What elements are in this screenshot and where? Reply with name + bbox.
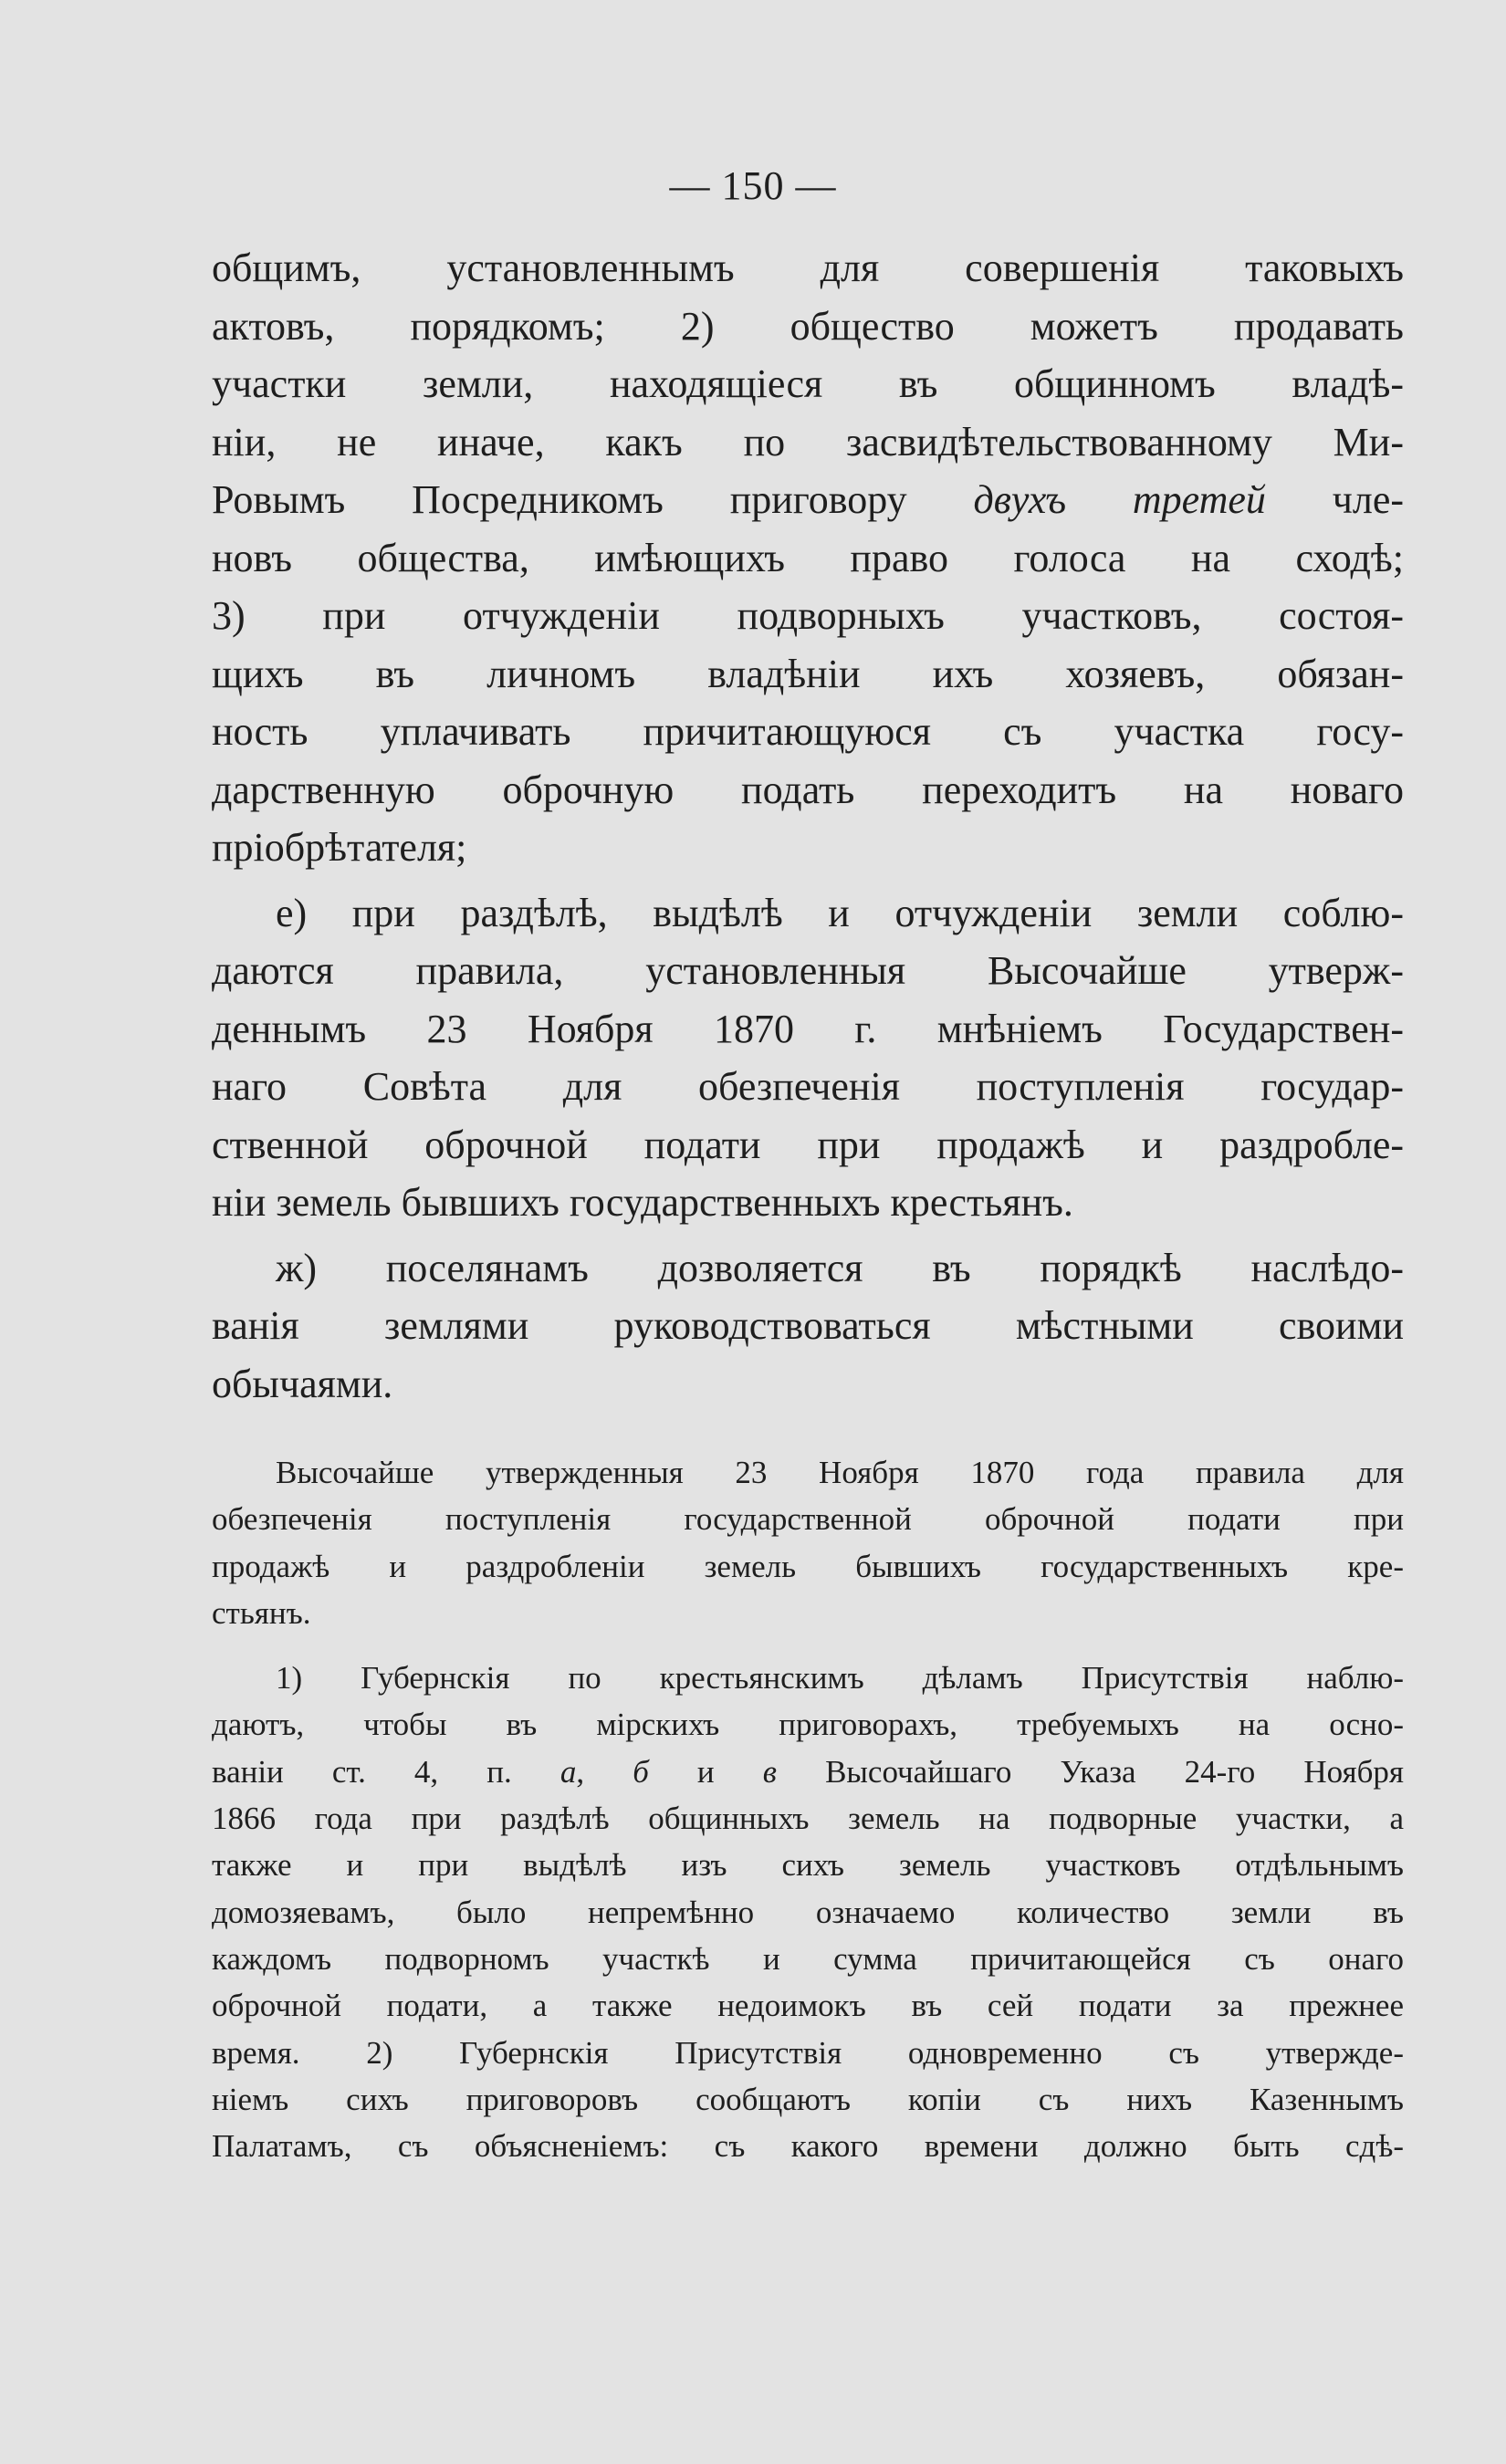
text-line: каждомъ подворномъ участкѣ и сумма причитающейся съ онаго (212, 1940, 1404, 1977)
text-line: ніи земель бывшихъ государственныхъ крестьянъ. (212, 1180, 1073, 1225)
text-line: обезпеченія поступленія государственной оброчной подати при (212, 1501, 1404, 1538)
text-line: продажѣ и раздробленіи земель бывшихъ государственныхъ кре- (212, 1548, 1404, 1584)
paragraph-continuation (212, 239, 1404, 877)
text-line: 1) Губернскія по крестьянскимъ дѣламъ Присутствія наблю- (276, 1660, 1404, 1697)
text-line: Палатамъ, съ объясненіемъ: съ какого времени должно быть сдѣ- (212, 2128, 1404, 2165)
text-line-with-italic: ваніи ст. 4, п. а, б и в Высочайшаго Указа 24-го Ноября (212, 1753, 1405, 1790)
text-line: домозяевамъ, было непремѣнно означаемо количество земли въ (212, 1894, 1404, 1930)
text-line: дарственную оброчную подать переходитъ на новаго (212, 767, 1404, 812)
text-line-with-italic: Ровымъ Посредникомъ приговору двухъ третей чле- (212, 477, 1404, 522)
text-line: ственной оброчной подати при продажѣ и раздробле- (212, 1122, 1404, 1167)
text-line: актовъ, порядкомъ; 2) общество можетъ продавать (212, 303, 1404, 349)
text-line: ніемъ сихъ приговоровъ сообщаютъ копіи съ нихъ Казеннымъ (212, 2081, 1404, 2117)
text-line: ж) поселянамъ дозволяется въ порядкѣ наслѣдо- (276, 1245, 1404, 1290)
text-line: даются правила, установленныя Высочайше утверж- (212, 948, 1404, 993)
text-line: время. 2) Губернскія Присутствія одновременно съ утвержде- (212, 2034, 1404, 2071)
text-line: щихъ въ личномъ владѣніи ихъ хозяевъ, обязан- (212, 651, 1404, 696)
text-line: деннымъ 23 Ноября 1870 г. мнѣніемъ Государствен- (212, 1006, 1404, 1051)
text-line: оброчной подати, а также недоимокъ въ сей подати за прежнее (212, 1988, 1404, 2024)
text-line: е) при раздѣлѣ, выдѣлѣ и отчужденіи земли соблю- (276, 890, 1404, 935)
text-line: также и при выдѣлѣ изъ сихъ земель участковъ отдѣльнымъ (212, 1847, 1404, 1884)
text-line: обычаями. (212, 1361, 393, 1406)
note-rules-paragraph (212, 1655, 1404, 2169)
note-text (212, 1449, 1404, 2169)
text-line: общимъ, установленнымъ для совершенія таковыхъ (212, 245, 1404, 290)
text-line: пріобрѣтателя; (212, 825, 467, 870)
note-heading-paragraph (212, 1449, 1404, 1636)
page-number: — 150 — (669, 163, 837, 208)
text-line: 3) при отчужденіи подворныхъ участковъ, состоя- (212, 593, 1404, 638)
text-line: 1866 года при раздѣлѣ общинныхъ земель на подворные участки, а (212, 1801, 1404, 1837)
text-line: даютъ, чтобы въ мірскихъ приговорахъ, требуемыхъ на осно- (212, 1707, 1404, 1743)
paragraph-zh (212, 1239, 1404, 1414)
main-text (212, 239, 1404, 1413)
text-line: новъ общества, имѣющихъ право голоса на сходѣ; (212, 535, 1404, 580)
text-line: ванія землями руководствоваться мѣстными своими (212, 1303, 1404, 1348)
paragraph-e (212, 884, 1404, 1232)
text-line: наго Совѣта для обезпеченія поступленія государ- (212, 1064, 1404, 1109)
text-line: стьянъ. (212, 1594, 311, 1631)
text-line: участки земли, находящіеся въ общинномъ владѣ- (212, 361, 1404, 406)
text-line: ность уплачивать причитающуюся съ участка госу- (212, 709, 1404, 754)
text-line: Высочайше утвержденныя 23 Ноября 1870 года правила для (276, 1455, 1404, 1490)
text-line: ніи, не иначе, какъ по засвидѣтельствованному Ми- (212, 419, 1404, 465)
